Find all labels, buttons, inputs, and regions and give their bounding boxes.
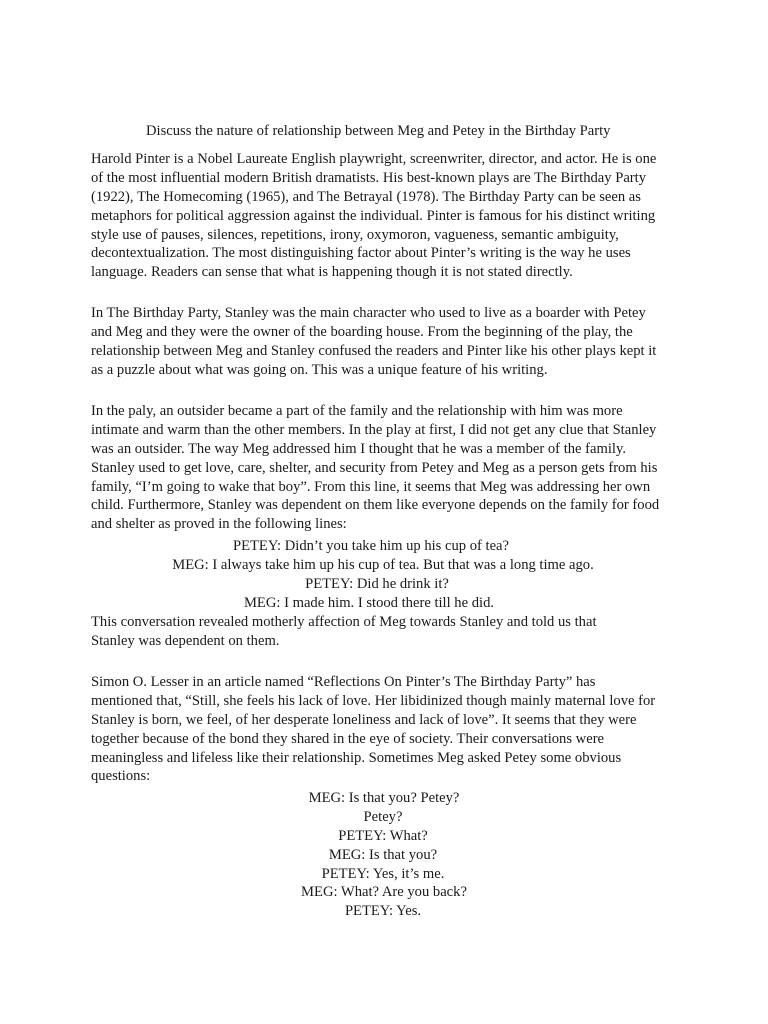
dialogue-line: PETEY: Yes. (344, 903, 422, 920)
text-line: In the paly, an outsider became a part of the family and the relationship with him was more (91, 403, 623, 419)
text-line: and Meg and they were the owner of the boarding house. From the beginning of the play, the (91, 323, 633, 340)
paragraph-conclusion (91, 613, 691, 651)
dialogue-tea (0, 537, 768, 613)
text-line: In The Birthday Party, Stanley was the main character who used to live as a boarder with Petey (91, 305, 646, 321)
document-title: Discuss the nature of relationship between Meg and Petey in the Birthday Party (146, 123, 611, 139)
dialogue-line: PETEY: Yes, it’s me. (321, 865, 445, 882)
text-line: as a puzzle about what was going on. This was a unique feature of his writing. (91, 361, 548, 378)
text-line: together because of the bond they shared in the eye of society. Their conversations were (91, 730, 605, 747)
text-line: (1922), The Homecoming (1965), and The Betrayal (1978). The Birthday Party can be seen as (91, 188, 641, 205)
text-line: language. Readers can sense that what is happening though it is not stated directly. (91, 264, 573, 281)
text-line: family, “I’m going to wake that boy”. From this line, it seems that Meg was addressing her own (91, 478, 651, 495)
dialogue-line: MEG: Is that you? Petey? (308, 790, 460, 806)
text-line: style use of pauses, silences, repetitions, irony, oxymoron, vagueness, semantic ambiguity, (91, 226, 619, 243)
paragraph-outsider (91, 402, 691, 534)
text-line: meaningless and lifeless like their relationship. Sometimes Meg asked Petey some obvious (91, 749, 622, 766)
text-line: Stanley is born, we feel, of her desperate loneliness and lack of love”. It seems that they were (91, 711, 637, 728)
dialogue-line: PETEY: What? (338, 827, 428, 844)
dialogue-line: Petey? (363, 808, 403, 825)
paragraph-intro (91, 150, 691, 282)
text-line: of the most influential modern British dramatists. His best-known plays are The Birthday Party (91, 169, 647, 186)
text-line: and shelter as proved in the following lines: (91, 516, 347, 533)
text-line: mentioned that, “Still, she feels his lack of love. Her libidinized though mainly maternal love for (91, 692, 656, 709)
paragraph-stanley-boarder (91, 304, 691, 380)
dialogue-line: MEG: What? Are you back? (301, 884, 467, 901)
dialogue-is-that-you (0, 789, 768, 921)
text-line: child. Furthermore, Stanley was dependent on them like everyone depends on the family for food (91, 497, 660, 514)
dialogue-line: MEG: Is that you? (328, 846, 438, 863)
text-line: Harold Pinter is a Nobel Laureate English playwright, screenwriter, director, and actor. He is one (91, 151, 657, 167)
dialogue-line: PETEY: Didn’t you take him up his cup of tea? (232, 538, 510, 554)
dialogue-line: PETEY: Did he drink it? (305, 575, 449, 592)
text-line: Stanley was dependent on them. (91, 632, 280, 649)
text-line: questions: (91, 768, 151, 785)
dialogue-line: MEG: I always take him up his cup of tea. But that was a long time ago. (172, 556, 594, 573)
text-line: Stanley used to get love, care, shelter, and security from Petey and Meg as a person gets from his (91, 459, 658, 476)
text-line: was an outsider. The way Meg addressed him I thought that he was a member of the family. (91, 440, 626, 457)
text-line: intimate and warm than the other members. In the play at first, I did not get any clue that Stanley (91, 421, 657, 438)
text-line: This conversation revealed motherly affection of Meg towards Stanley and told us that (91, 614, 597, 630)
text-line: decontextualization. The most distinguishing factor about Pinter’s writing is the way he uses (91, 245, 631, 262)
text-line: relationship between Meg and Stanley confused the readers and Pinter like his other plays kept it (91, 342, 657, 359)
paragraph-lesser (91, 673, 691, 786)
text-line: Simon O. Lesser in an article named “Reflections On Pinter’s The Birthday Party” has (91, 674, 596, 690)
text-line: metaphors for political aggression against the individual. Pinter is famous for his distinct writing (91, 207, 656, 224)
dialogue-line: MEG: I made him. I stood there till he did. (243, 594, 495, 611)
